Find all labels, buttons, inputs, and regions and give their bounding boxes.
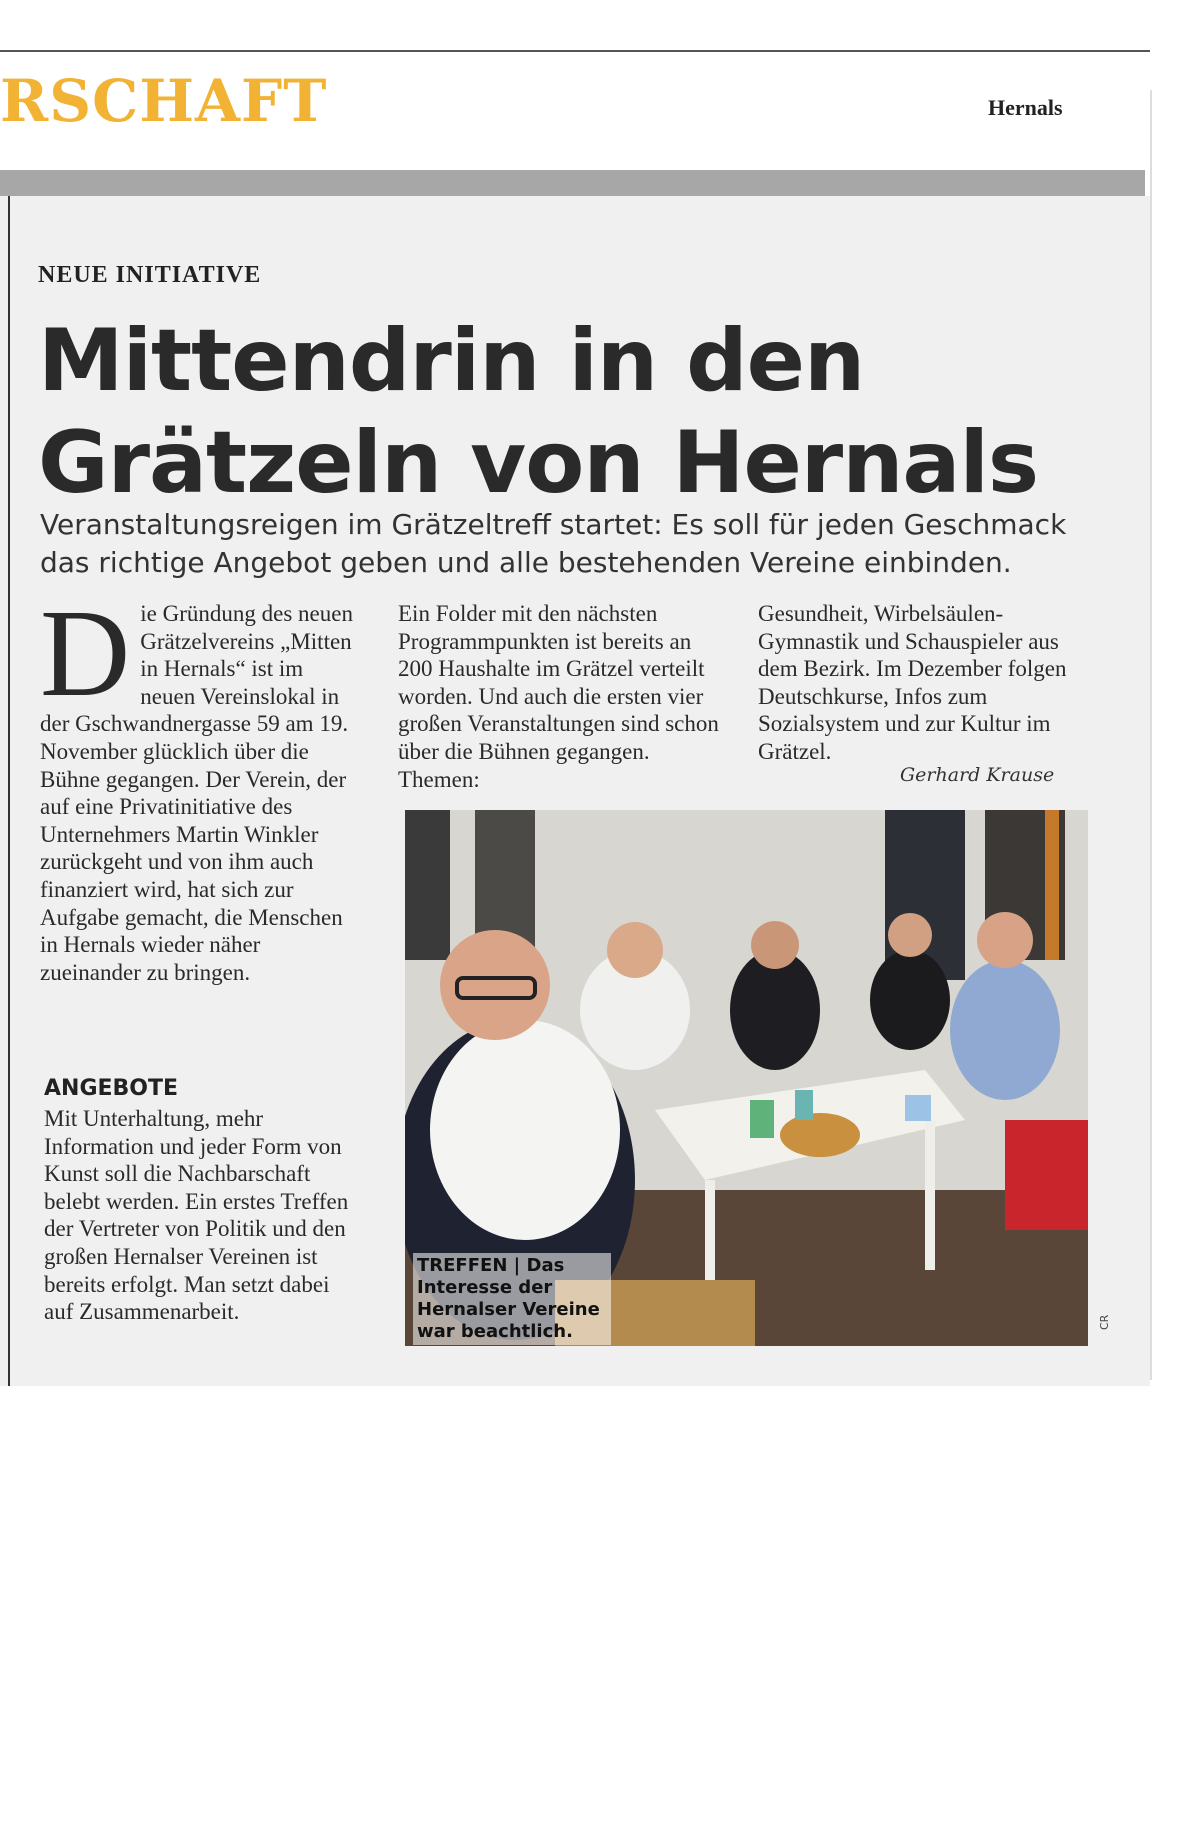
- drop-cap: D: [40, 585, 131, 723]
- section-band: [0, 170, 1145, 196]
- headline-line-2: Grätzeln von Hernals: [38, 413, 1039, 513]
- caption-label: TREFFEN: [417, 1255, 508, 1276]
- subhead-angebote: ANGEBOTE: [44, 1076, 179, 1101]
- district-label: Hernals: [988, 95, 1063, 120]
- caption-text: Das Interesse der Hernalser Vereine war beachtlich.: [417, 1255, 600, 1342]
- article-frame-line: [8, 196, 10, 1386]
- photo-credit: CR: [1098, 1314, 1111, 1330]
- article-subline: Veranstaltungsreigen im Grätzeltreff startet: Es soll für jeden Geschmack das richtige Angebot geben und alle bestehenden Vereine einbinden.: [40, 508, 1067, 579]
- article-column-1: [40, 585, 362, 986]
- author-byline: Gerhard Krause: [900, 764, 1055, 786]
- caption-separator: |: [507, 1255, 527, 1276]
- column-1-text: ie Gründung des neuen Grätzelvereins „Mitten in Hernals“ ist im neuen Vereinslokal in der Gschwandnergasse 59 am 19. November glücklich über die Bühne gegangen. Der Verein, der auf eine Privatinitiative des Unternehmers Martin Winkler zurückgeht und von ihm auch finanziert wird, hat sich zur Aufgabe gemacht, die Menschen in Hernals wieder näher zueinander zu bringen.: [40, 601, 353, 985]
- article-headline: [38, 310, 1118, 514]
- headline-line-1: Mittendrin in den: [38, 311, 865, 411]
- section-name: RSCHAFT: [0, 67, 328, 135]
- article-column-1b: Mit Unterhaltung, mehr Information und jeder Form von Kunst soll die Nachbarschaft belebt werden. Ein erstes Treffen der Vertreter von Politik und den großen Hernalser Vereinen ist bereits erfolgt. Man setzt dabei auf Zusammenarbeit.: [44, 1106, 349, 1325]
- article-column-3: Gesundheit, Wirbelsäulen-Gymnastik und Schauspieler aus dem Bezirk. Im Dezember folgen Deutschkurse, Infos zum Sozialsystem und zur Kultur im Grätzel.: [758, 601, 1067, 764]
- top-rule: [0, 50, 1150, 52]
- article-column-2: Ein Folder mit den nächsten Programmpunkten ist bereits an 200 Haushalte im Grätzel verteilt worden. Und auch die ersten vier großen Veranstaltungen sind schon über die Bühnen gegangen. Themen:: [398, 601, 719, 792]
- page-edge: [1150, 90, 1152, 1380]
- article-kicker: NEUE INITIATIVE: [38, 262, 262, 288]
- photo-caption: [413, 1253, 611, 1345]
